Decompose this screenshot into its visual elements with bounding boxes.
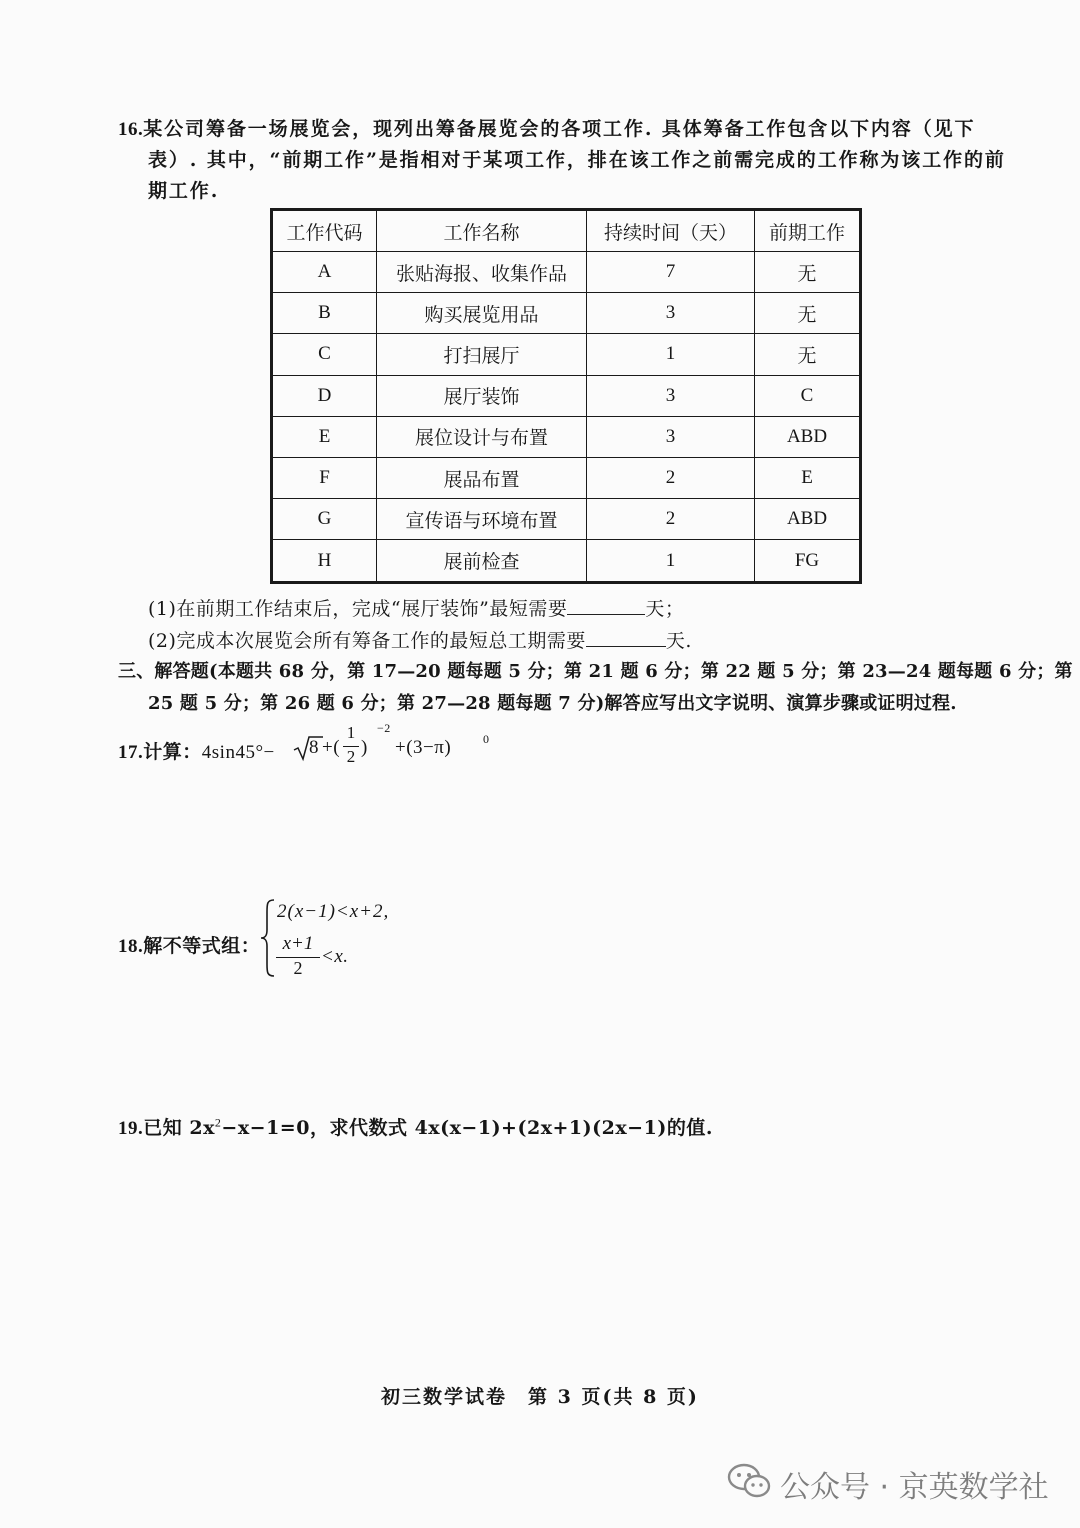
- cell-name: 展前检查: [377, 540, 587, 583]
- cell-code: A: [272, 252, 377, 293]
- q17-expr-b: +(: [322, 737, 341, 758]
- cell-pre: 无: [755, 293, 861, 334]
- q17-prompt: 计算：: [143, 741, 202, 763]
- job-table: [270, 208, 862, 584]
- cell-name: 宣传语与环境布置: [377, 499, 587, 540]
- cell-name: 展厅装饰: [377, 375, 587, 416]
- q16-sub2-text: (2)完成本次展览会所有筹备工作的最短总工期需要: [148, 630, 586, 652]
- table-header-row: [272, 210, 861, 252]
- section3-line2: 25 题 5 分；第 26 题 6 分；第 27—28 题每题 7 分)解答应写出文字说明、演算步骤或证明过程.: [148, 693, 957, 714]
- cell-days: 1: [587, 334, 755, 375]
- cell-days: 3: [587, 375, 755, 416]
- left-brace: [260, 898, 276, 978]
- table-header-name: 工作名称: [377, 210, 587, 252]
- cell-pre: 无: [755, 334, 861, 375]
- watermark-text: 公众号 · 京英数学社: [780, 1470, 1049, 1505]
- cell-code: D: [272, 375, 377, 416]
- cell-code: B: [272, 293, 377, 334]
- q17-sqrt-arg: 8: [309, 737, 319, 758]
- section3-line1: 三、解答题(本题共 68 分，第 17—20 题每题 5 分；第 21 题 6 分；第 22 题 5 分；第 23—24 题每题 6 分；第: [118, 661, 1073, 682]
- q19-line: [118, 1113, 713, 1140]
- q17-expr-c: ): [361, 737, 368, 758]
- table-row: [272, 499, 861, 540]
- table-header-code: 工作代码: [272, 210, 377, 252]
- q16-line1: [118, 114, 975, 141]
- cell-days: 7: [587, 252, 755, 293]
- cell-name: 展品布置: [377, 457, 587, 498]
- table-row: [272, 416, 861, 457]
- q19-text-a: 已知 2x: [143, 1117, 215, 1139]
- q19-sup: 2: [214, 1115, 222, 1130]
- table-header-days: 持续时间（天）: [587, 210, 755, 252]
- table-row: [272, 252, 861, 293]
- cell-pre: FG: [755, 540, 861, 583]
- q16-sub2-unit: 天.: [665, 630, 692, 652]
- table-row: [272, 293, 861, 334]
- cell-days: 3: [587, 416, 755, 457]
- cell-days: 1: [587, 540, 755, 583]
- q18-frac-den: 2: [293, 958, 303, 978]
- q16-sub1-text: (1)在前期工作结束后，完成“展厅装饰”最短需要: [148, 598, 568, 620]
- q17-expr-a: 4sin45°−: [201, 742, 275, 763]
- q16-number: 16.: [118, 119, 144, 140]
- q18-prompt: 解不等式组：: [143, 935, 261, 957]
- cell-name: 张贴海报、收集作品: [377, 252, 587, 293]
- cell-pre: 无: [755, 252, 861, 293]
- table-row: [272, 375, 861, 416]
- cell-code: C: [272, 334, 377, 375]
- cell-code: G: [272, 499, 377, 540]
- q17-exp2: 0: [483, 732, 490, 746]
- q16-sub1: [148, 594, 684, 621]
- q17-frac-num: 1: [346, 723, 356, 742]
- table-header-pre: 前期工作: [755, 210, 861, 252]
- q16-line1-text: 某公司筹备一场展览会，现列出筹备展览会的各项工作. 具体筹备工作包含以下内容（见下: [143, 118, 976, 140]
- wechat-icon: [727, 1462, 773, 1498]
- q16-sub1-answer-blank[interactable]: [567, 596, 645, 615]
- q17-expr-d: +(3−π): [395, 737, 452, 758]
- q19-text-b: −x−1=0，求代数式 4x(x−1)+(2x+1)(2x−1)的值.: [221, 1117, 713, 1139]
- cell-pre: C: [755, 375, 861, 416]
- q16-sub2-answer-blank[interactable]: [586, 628, 666, 647]
- q18-ineq2-rest: <x.: [321, 946, 349, 967]
- q18-number: 18.: [118, 936, 144, 957]
- q16-sub1-unit: 天；: [645, 598, 685, 620]
- cell-name: 购买展览用品: [377, 293, 587, 334]
- page-footer: 初三数学试卷 第 3 页(共 8 页): [381, 1386, 699, 1408]
- q16-line2: 表）. 其中，“前期工作”是指相对于某项工作，排在该工作之前需完成的工作称为该工作的前: [148, 149, 1006, 171]
- q18-frac-num: x+1: [282, 933, 314, 954]
- table-row: [272, 457, 861, 498]
- q19-number: 19.: [118, 1118, 144, 1139]
- q16-line3: 期工作.: [148, 180, 220, 202]
- cell-days: 2: [587, 457, 755, 498]
- q17-frac-den: 2: [346, 747, 356, 766]
- cell-pre: ABD: [755, 499, 861, 540]
- cell-name: 打扫展厅: [377, 334, 587, 375]
- q17-line: [118, 737, 275, 764]
- table-row: [272, 334, 861, 375]
- cell-pre: ABD: [755, 416, 861, 457]
- cell-days: 2: [587, 499, 755, 540]
- cell-pre: E: [755, 457, 861, 498]
- q18-ineq1: 2(x−1)<x+2,: [277, 901, 390, 922]
- table-row: [272, 540, 861, 583]
- cell-code: E: [272, 416, 377, 457]
- cell-name: 展位设计与布置: [377, 416, 587, 457]
- q17-number: 17.: [118, 742, 144, 763]
- cell-code: H: [272, 540, 377, 583]
- cell-days: 3: [587, 293, 755, 334]
- q17-exp1: −2: [377, 721, 391, 735]
- q16-sub2: [148, 626, 692, 653]
- q18-line: [118, 931, 260, 958]
- cell-code: F: [272, 457, 377, 498]
